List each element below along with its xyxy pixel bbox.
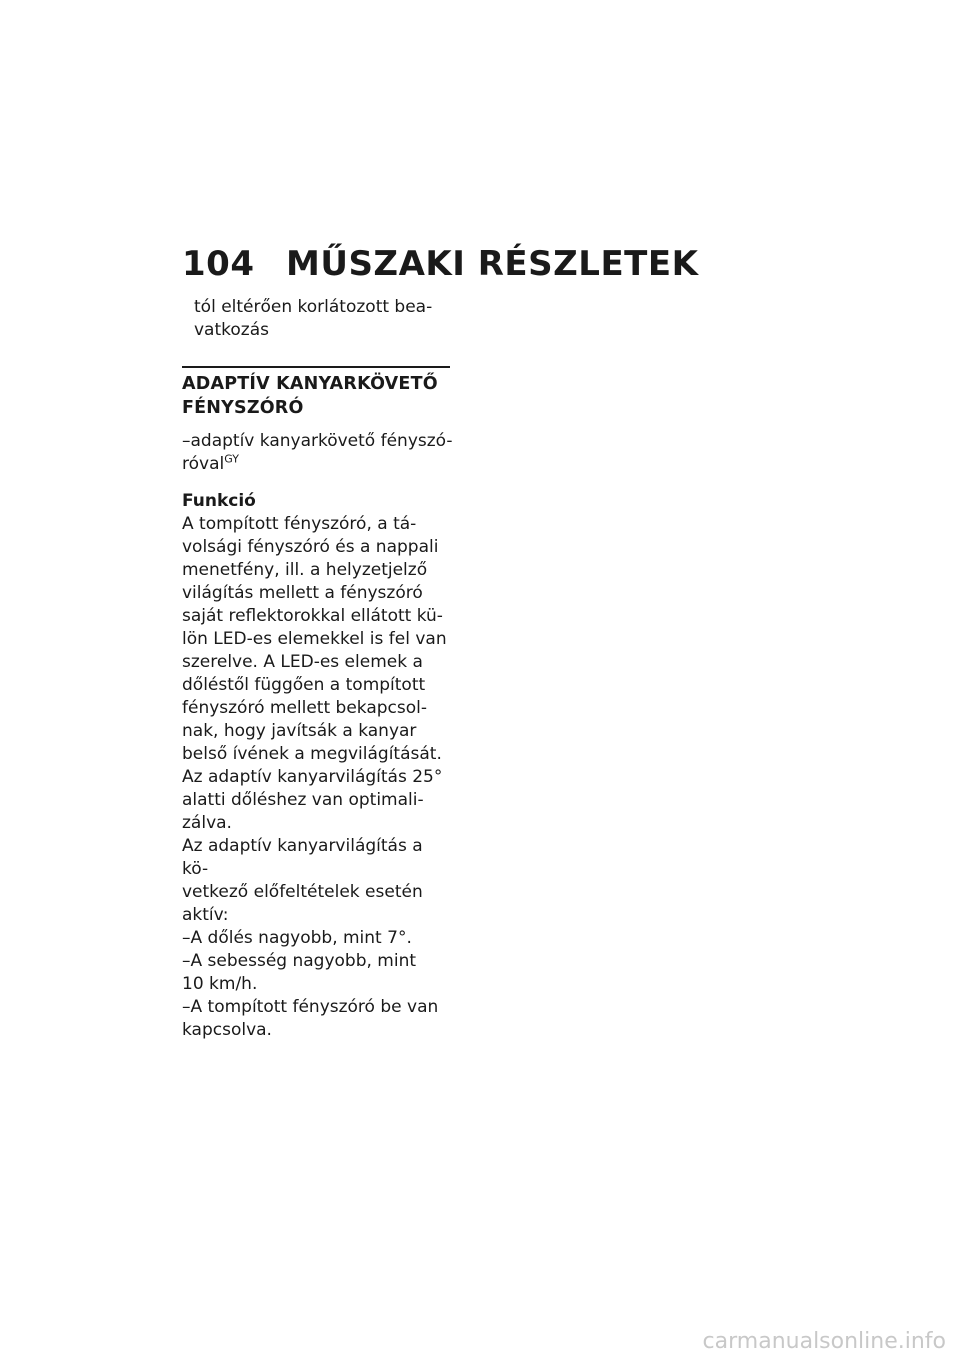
- paragraph-3: [182, 835, 454, 927]
- intro-continuation: [182, 296, 454, 342]
- watermark-text: carmanualsonline.info: [702, 1329, 946, 1354]
- condition-line: –A sebesség nagyobb, mint: [182, 951, 417, 971]
- paragraph-line: vetkező előfeltételek esetén: [182, 882, 423, 902]
- paragraph-line: alatti dőléshez van optimali-: [182, 790, 424, 810]
- paragraph-line: menetfény, ill. a helyzetjelző: [182, 560, 428, 580]
- condition-item: [182, 927, 454, 950]
- condition-line: –A tompított fényszóró be van: [182, 997, 439, 1017]
- paragraph-2: [182, 766, 454, 835]
- section-title-line: FÉNYSZÓRÓ: [182, 398, 304, 418]
- paragraph-line: Az adaptív kanyarvilágítás a kö-: [182, 836, 423, 879]
- option-line: róval: [182, 454, 225, 474]
- paragraph-1: [182, 513, 454, 766]
- option-superscript: GY: [224, 452, 239, 466]
- section-title-line: ADAPTÍV KANYARKÖVETŐ: [182, 374, 438, 394]
- paragraph-line: volsági fényszóró és a nappali: [182, 537, 439, 557]
- condition-line: 10 km/h.: [182, 974, 258, 994]
- paragraph-line: saját reflektorokkal ellátott kü-: [182, 606, 443, 626]
- text-column: [182, 296, 454, 1042]
- paragraph-line: aktív:: [182, 905, 229, 925]
- paragraph-line: belső ívének a megvilágítását.: [182, 744, 442, 764]
- section-divider: [182, 366, 450, 368]
- page-number: 104: [182, 244, 255, 284]
- condition-line: kapcsolva.: [182, 1020, 272, 1040]
- paragraph-line: dőléstől függően a tompított: [182, 675, 426, 695]
- page-header: [182, 244, 698, 284]
- paragraph-line: zálva.: [182, 813, 232, 833]
- intro-line: vatkozás: [194, 320, 269, 340]
- option-line: –adaptív kanyarkövető fényszó-: [182, 431, 453, 451]
- condition-line: –A dőlés nagyobb, mint 7°.: [182, 928, 412, 948]
- chapter-title: MŰSZAKI RÉSZLETEK: [286, 244, 699, 284]
- paragraph-line: Az adaptív kanyarvilágítás 25°: [182, 767, 443, 787]
- paragraph-line: fényszóró mellett bekapcsol-: [182, 698, 428, 718]
- paragraph-line: nak, hogy javítsák a kanyar: [182, 721, 417, 741]
- paragraph-line: A tompított fényszóró, a tá-: [182, 514, 417, 534]
- paragraph-line: lön LED-es elemekkel is fel van: [182, 629, 447, 649]
- condition-item: [182, 950, 454, 996]
- condition-item: [182, 996, 454, 1042]
- section-title: [182, 372, 454, 420]
- option-note: [182, 430, 454, 476]
- subheading-function: Funkció: [182, 491, 256, 511]
- intro-line: tól eltérően korlátozott bea-: [194, 297, 433, 317]
- paragraph-line: világítás mellett a fényszóró: [182, 583, 423, 603]
- paragraph-line: szerelve. A LED-es elemek a: [182, 652, 423, 672]
